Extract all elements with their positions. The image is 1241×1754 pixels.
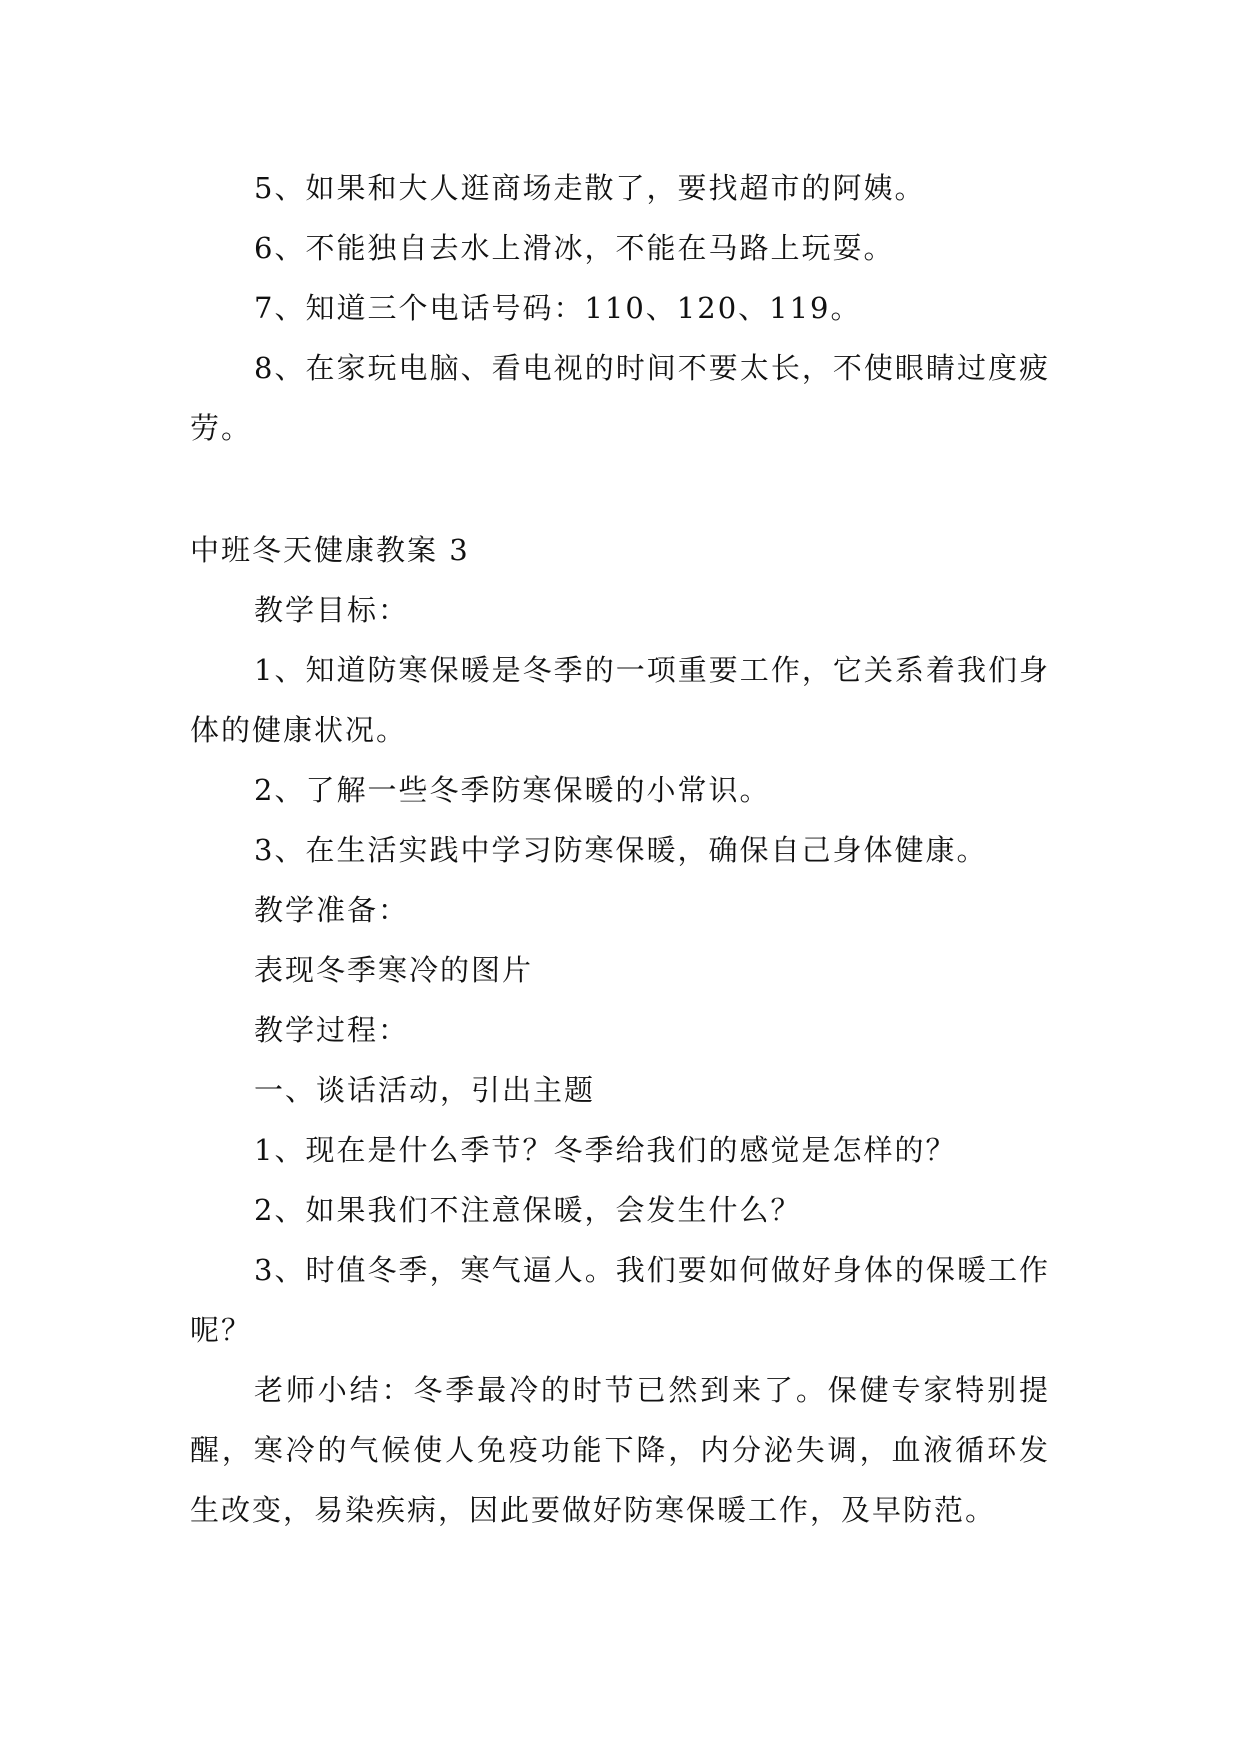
paragraph: 2、如果我们不注意保暖，会发生什么？ xyxy=(254,1193,802,1227)
paragraph: 3、时值冬季，寒气逼人。我们要如何做好身体的保暖工作呢？ xyxy=(190,1253,1050,1347)
paragraph: 8、在家玩电脑、看电视的时间不要太长，不使眼睛过度疲劳。 xyxy=(190,351,1050,445)
document-body xyxy=(190,158,1050,1540)
paragraph: 教学过程： xyxy=(254,1013,410,1047)
paragraph: 表现冬季寒冷的图片 xyxy=(254,953,534,987)
paragraph: 教学目标： xyxy=(254,593,410,627)
paragraph: 1、现在是什么季节？冬季给我们的感觉是怎样的？ xyxy=(254,1133,957,1167)
paragraph: 7、知道三个电话号码：110、120、119。 xyxy=(254,291,862,325)
paragraph: 老师小结：冬季最冷的时节已然到来了。保健专家特别提醒，寒冷的气候使人免疫功能下降，内分泌失调，血液循环发生改变，易染疾病，因此要做好防寒保暖工作，及早防范。 xyxy=(190,1373,1050,1527)
paragraph: 3、在生活实践中学习防寒保暖，确保自己身体健康。 xyxy=(254,833,988,867)
paragraph: 一、谈话活动，引出主题 xyxy=(254,1073,596,1107)
paragraph: 2、了解一些冬季防寒保暖的小常识。 xyxy=(254,773,771,807)
paragraph: 教学准备： xyxy=(254,893,410,927)
paragraph: 6、不能独自去水上滑冰，不能在马路上玩耍。 xyxy=(254,231,895,265)
paragraph: 1、知道防寒保暖是冬季的一项重要工作，它关系着我们身体的健康状况。 xyxy=(190,653,1050,747)
paragraph: 5、如果和大人逛商场走散了，要找超市的阿姨。 xyxy=(254,171,926,205)
section-title: 中班冬天健康教案 3 xyxy=(190,533,470,567)
section-gap xyxy=(190,458,1050,520)
